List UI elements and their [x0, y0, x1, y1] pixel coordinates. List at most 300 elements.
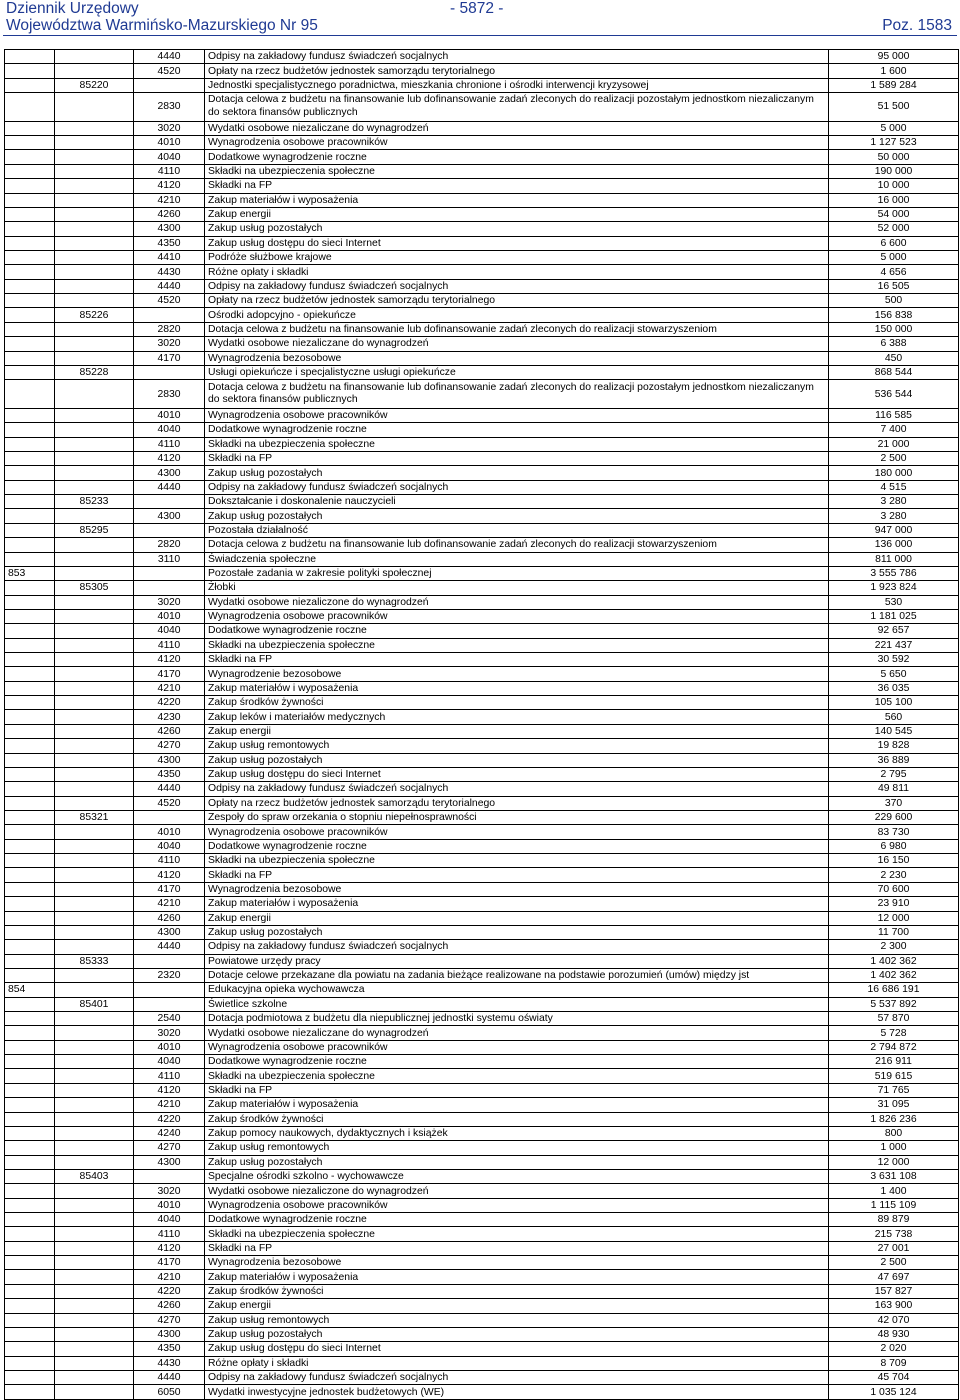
paragraf-cell: 4110	[134, 854, 205, 868]
amount-cell: 31 095	[829, 1098, 959, 1112]
amount-cell: 89 879	[829, 1213, 959, 1227]
rozdzial-cell	[55, 380, 134, 409]
paragraf-cell	[134, 566, 205, 580]
table-row	[5, 1299, 959, 1313]
dzial-cell	[5, 1155, 55, 1169]
amount-cell: 3 555 786	[829, 566, 959, 580]
table-row	[5, 495, 959, 509]
rozdzial-cell	[55, 1371, 134, 1385]
description-cell: Zakup usług pozostałych	[205, 1155, 829, 1169]
table-row	[5, 523, 959, 537]
paragraf-cell: 4120	[134, 179, 205, 193]
table-row	[5, 294, 959, 308]
description-cell: Dotacja celowa z budżetu na finansowanie lub dofinansowanie zadań zleconych do realizacji pozostałym jednostkom niezaliczanym do sektora finansów publicznych	[205, 93, 829, 122]
table-row	[5, 279, 959, 293]
rozdzial-cell	[55, 1155, 134, 1169]
description-cell: Odpisy na zakładowy fundusz świadczeń socjalnych	[205, 782, 829, 796]
table-row	[5, 423, 959, 437]
table-row	[5, 509, 959, 523]
paragraf-cell: 4170	[134, 1256, 205, 1270]
amount-cell: 48 930	[829, 1327, 959, 1341]
amount-cell: 1 600	[829, 64, 959, 78]
amount-cell: 45 704	[829, 1371, 959, 1385]
dzial-cell	[5, 1371, 55, 1385]
paragraf-cell: 3020	[134, 337, 205, 351]
rozdzial-cell	[55, 294, 134, 308]
amount-cell: 50 000	[829, 150, 959, 164]
dzial-cell	[5, 1342, 55, 1356]
dzial-cell	[5, 609, 55, 623]
table-row	[5, 150, 959, 164]
description-cell: Ośrodki adopcyjno - opiekuńcze	[205, 308, 829, 322]
description-cell: Pozostała działalność	[205, 523, 829, 537]
table-row	[5, 380, 959, 409]
description-cell: Zakup energii	[205, 207, 829, 221]
amount-cell: 1 181 025	[829, 609, 959, 623]
description-cell: Edukacyjna opieka wychowawcza	[205, 983, 829, 997]
description-cell: Zakup usług remontowych	[205, 739, 829, 753]
dzial-cell	[5, 452, 55, 466]
paragraf-cell: 4010	[134, 609, 205, 623]
description-cell: Zakup środków żywności	[205, 1284, 829, 1298]
paragraf-cell: 4010	[134, 1040, 205, 1054]
rozdzial-cell	[55, 93, 134, 122]
paragraf-cell: 4040	[134, 624, 205, 638]
dzial-cell	[5, 1055, 55, 1069]
table-row	[5, 1284, 959, 1298]
amount-cell: 1 115 109	[829, 1198, 959, 1212]
amount-cell: 6 980	[829, 839, 959, 853]
description-cell: Zakup usług dostępu do sieci Internet	[205, 1342, 829, 1356]
amount-cell: 8 709	[829, 1356, 959, 1370]
position-number: Poz. 1583	[882, 17, 952, 34]
dzial-cell	[5, 954, 55, 968]
table-row	[5, 552, 959, 566]
amount-cell: 811 000	[829, 552, 959, 566]
dzial-cell	[5, 854, 55, 868]
table-row	[5, 868, 959, 882]
table-row	[5, 164, 959, 178]
description-cell: Dotacje celowe przekazane dla powiatu na zadania bieżące realizowane na podstawie porozumień (umów) między jst	[205, 968, 829, 982]
rozdzial-cell	[55, 868, 134, 882]
amount-cell: 92 657	[829, 624, 959, 638]
description-cell: Dodatkowe wynagrodzenie roczne	[205, 1055, 829, 1069]
description-cell: Wynagrodzenia bezosobowe	[205, 351, 829, 365]
rozdzial-cell	[55, 696, 134, 710]
paragraf-cell: 4300	[134, 509, 205, 523]
description-cell: Odpisy na zakładowy fundusz świadczeń socjalnych	[205, 480, 829, 494]
paragraf-cell: 4110	[134, 1227, 205, 1241]
rozdzial-cell	[55, 136, 134, 150]
paragraf-cell: 4260	[134, 724, 205, 738]
amount-cell: 16 150	[829, 854, 959, 868]
amount-cell: 560	[829, 710, 959, 724]
paragraf-cell: 4260	[134, 1299, 205, 1313]
description-cell: Zakup usług remontowych	[205, 1141, 829, 1155]
dzial-cell	[5, 1141, 55, 1155]
rozdzial-cell	[55, 925, 134, 939]
rozdzial-cell	[55, 538, 134, 552]
table-row	[5, 93, 959, 122]
amount-cell: 71 765	[829, 1083, 959, 1097]
rozdzial-cell	[55, 1299, 134, 1313]
table-row	[5, 121, 959, 135]
amount-cell: 370	[829, 796, 959, 810]
description-cell: Wydatki osobowe niezaliczane do wynagrodzeń	[205, 337, 829, 351]
dzial-cell	[5, 724, 55, 738]
table-row	[5, 1270, 959, 1284]
dzial-cell	[5, 681, 55, 695]
table-row	[5, 193, 959, 207]
description-cell: Zakup materiałów i wyposażenia	[205, 193, 829, 207]
paragraf-cell: 4010	[134, 1198, 205, 1212]
journal-title: Dziennik Urzędowy	[6, 0, 139, 17]
table-row	[5, 222, 959, 236]
amount-cell: 95 000	[829, 50, 959, 64]
paragraf-cell: 4260	[134, 207, 205, 221]
rozdzial-cell	[55, 1213, 134, 1227]
description-cell: Odpisy na zakładowy fundusz świadczeń socjalnych	[205, 279, 829, 293]
amount-cell: 27 001	[829, 1241, 959, 1255]
dzial-cell	[5, 1040, 55, 1054]
amount-cell: 52 000	[829, 222, 959, 236]
dzial-cell	[5, 782, 55, 796]
table-row	[5, 265, 959, 279]
paragraf-cell: 4270	[134, 1141, 205, 1155]
paragraf-cell: 4410	[134, 251, 205, 265]
amount-cell: 105 100	[829, 696, 959, 710]
table-row	[5, 854, 959, 868]
table-row	[5, 1155, 959, 1169]
description-cell: Zakup usług pozostałych	[205, 1327, 829, 1341]
paragraf-cell: 4270	[134, 1313, 205, 1327]
amount-cell: 6 388	[829, 337, 959, 351]
rozdzial-cell	[55, 1040, 134, 1054]
rozdzial-cell	[55, 897, 134, 911]
dzial-cell	[5, 265, 55, 279]
paragraf-cell	[134, 581, 205, 595]
table-row	[5, 1356, 959, 1370]
rozdzial-cell: 85220	[55, 78, 134, 92]
paragraf-cell: 4120	[134, 653, 205, 667]
description-cell: Zakup usług pozostałych	[205, 509, 829, 523]
dzial-cell: 854	[5, 983, 55, 997]
dzial-cell	[5, 538, 55, 552]
description-cell: Zakup pomocy naukowych, dydaktycznych i książek	[205, 1126, 829, 1140]
table-row	[5, 1126, 959, 1140]
dzial-cell	[5, 1385, 55, 1399]
amount-cell: 49 811	[829, 782, 959, 796]
table-row	[5, 207, 959, 221]
dzial-cell	[5, 251, 55, 265]
rozdzial-cell	[55, 279, 134, 293]
paragraf-cell: 4430	[134, 265, 205, 279]
rozdzial-cell	[55, 1284, 134, 1298]
table-row	[5, 179, 959, 193]
amount-cell: 163 900	[829, 1299, 959, 1313]
paragraf-cell: 4210	[134, 681, 205, 695]
paragraf-cell: 4120	[134, 1083, 205, 1097]
amount-cell: 221 437	[829, 638, 959, 652]
rozdzial-cell	[55, 466, 134, 480]
description-cell: Składki na FP	[205, 179, 829, 193]
paragraf-cell: 4220	[134, 1284, 205, 1298]
description-cell: Składki na ubezpieczenia społeczne	[205, 1227, 829, 1241]
rozdzial-cell	[55, 1112, 134, 1126]
budget-table-body	[5, 50, 959, 1400]
amount-cell: 3 631 108	[829, 1169, 959, 1183]
description-cell: Różne opłaty i składki	[205, 265, 829, 279]
paragraf-cell: 3020	[134, 121, 205, 135]
rozdzial-cell	[55, 1141, 134, 1155]
dzial-cell	[5, 810, 55, 824]
table-row	[5, 1313, 959, 1327]
rozdzial-cell	[55, 638, 134, 652]
rozdzial-cell	[55, 1198, 134, 1212]
paragraf-cell: 2830	[134, 93, 205, 122]
description-cell: Zakup materiałów i wyposażenia	[205, 897, 829, 911]
dzial-cell	[5, 839, 55, 853]
description-cell: Zakup usług remontowych	[205, 1313, 829, 1327]
paragraf-cell: 4440	[134, 279, 205, 293]
rozdzial-cell	[55, 1055, 134, 1069]
description-cell: Opłaty na rzecz budżetów jednostek samorządu terytorialnego	[205, 64, 829, 78]
description-cell: Wydatki osobowe niezaliczone do wynagrodzeń	[205, 1184, 829, 1198]
description-cell: Zakup usług pozostałych	[205, 925, 829, 939]
table-row	[5, 50, 959, 64]
rozdzial-cell	[55, 1026, 134, 1040]
paragraf-cell: 4300	[134, 1155, 205, 1169]
table-row	[5, 595, 959, 609]
description-cell: Wynagrodzenia osobowe pracowników	[205, 136, 829, 150]
description-cell: Powiatowe urzędy pracy	[205, 954, 829, 968]
rozdzial-cell: 85401	[55, 997, 134, 1011]
description-cell: Dotacja podmiotowa z budżetu dla niepublicznej jednostki systemu oświaty	[205, 1012, 829, 1026]
paragraf-cell: 4010	[134, 408, 205, 422]
paragraf-cell	[134, 1169, 205, 1183]
amount-cell: 4 656	[829, 265, 959, 279]
table-row	[5, 408, 959, 422]
paragraf-cell: 4520	[134, 64, 205, 78]
description-cell: Usługi opiekuńcze i specjalistyczne usługi opiekuńcze	[205, 365, 829, 379]
amount-cell: 16 000	[829, 193, 959, 207]
rozdzial-cell	[55, 236, 134, 250]
rozdzial-cell	[55, 193, 134, 207]
amount-cell: 140 545	[829, 724, 959, 738]
description-cell: Wynagrodzenia osobowe pracowników	[205, 609, 829, 623]
amount-cell: 5 000	[829, 121, 959, 135]
table-row	[5, 782, 959, 796]
table-row	[5, 696, 959, 710]
table-row	[5, 1342, 959, 1356]
amount-cell: 530	[829, 595, 959, 609]
rozdzial-cell	[55, 251, 134, 265]
table-row	[5, 796, 959, 810]
amount-cell: 7 400	[829, 423, 959, 437]
rozdzial-cell	[55, 1270, 134, 1284]
dzial-cell	[5, 739, 55, 753]
paragraf-cell: 4120	[134, 452, 205, 466]
rozdzial-cell	[55, 983, 134, 997]
amount-cell: 215 738	[829, 1227, 959, 1241]
dzial-cell	[5, 911, 55, 925]
dzial-cell	[5, 925, 55, 939]
table-row	[5, 1141, 959, 1155]
rozdzial-cell	[55, 50, 134, 64]
amount-cell: 116 585	[829, 408, 959, 422]
description-cell: Opłaty na rzecz budżetów jednostek samorządu terytorialnego	[205, 294, 829, 308]
rozdzial-cell	[55, 150, 134, 164]
dzial-cell	[5, 480, 55, 494]
amount-cell: 229 600	[829, 810, 959, 824]
description-cell: Dokształcanie i doskonalenie nauczycieli	[205, 495, 829, 509]
rozdzial-cell	[55, 337, 134, 351]
rozdzial-cell	[55, 509, 134, 523]
amount-cell: 136 000	[829, 538, 959, 552]
table-row	[5, 810, 959, 824]
amount-cell: 2 500	[829, 452, 959, 466]
amount-cell: 11 700	[829, 925, 959, 939]
dzial-cell	[5, 624, 55, 638]
amount-cell: 5 537 892	[829, 997, 959, 1011]
dzial-cell	[5, 322, 55, 336]
paragraf-cell: 2830	[134, 380, 205, 409]
dzial-cell	[5, 997, 55, 1011]
dzial-cell	[5, 1069, 55, 1083]
dzial-cell	[5, 1198, 55, 1212]
table-row	[5, 1040, 959, 1054]
table-row	[5, 1184, 959, 1198]
dzial-cell	[5, 1284, 55, 1298]
rozdzial-cell: 85321	[55, 810, 134, 824]
description-cell: Zakup energii	[205, 724, 829, 738]
description-cell: Zakup usług dostępu do sieci Internet	[205, 767, 829, 781]
dzial-cell	[5, 1356, 55, 1370]
amount-cell: 500	[829, 294, 959, 308]
table-row	[5, 236, 959, 250]
table-row	[5, 365, 959, 379]
amount-cell: 57 870	[829, 1012, 959, 1026]
rozdzial-cell	[55, 724, 134, 738]
rozdzial-cell	[55, 1098, 134, 1112]
rozdzial-cell: 85228	[55, 365, 134, 379]
paragraf-cell: 4520	[134, 796, 205, 810]
rozdzial-cell	[55, 1083, 134, 1097]
dzial-cell	[5, 222, 55, 236]
table-row	[5, 581, 959, 595]
rozdzial-cell: 85305	[55, 581, 134, 595]
description-cell: Dodatkowe wynagrodzenie roczne	[205, 1213, 829, 1227]
table-row	[5, 538, 959, 552]
paragraf-cell: 4440	[134, 1371, 205, 1385]
table-row	[5, 839, 959, 853]
amount-cell: 1 400	[829, 1184, 959, 1198]
table-row	[5, 1112, 959, 1126]
description-cell: Składki na FP	[205, 1241, 829, 1255]
table-row	[5, 452, 959, 466]
dzial-cell	[5, 294, 55, 308]
amount-cell: 536 544	[829, 380, 959, 409]
paragraf-cell: 3020	[134, 1026, 205, 1040]
rozdzial-cell	[55, 753, 134, 767]
table-row	[5, 480, 959, 494]
rozdzial-cell	[55, 911, 134, 925]
amount-cell: 1 826 236	[829, 1112, 959, 1126]
table-row	[5, 1327, 959, 1341]
description-cell: Odpisy na zakładowy fundusz świadczeń socjalnych	[205, 1371, 829, 1385]
table-row	[5, 466, 959, 480]
table-row	[5, 983, 959, 997]
table-row	[5, 710, 959, 724]
table-row	[5, 1012, 959, 1026]
table-row	[5, 624, 959, 638]
paragraf-cell: 4040	[134, 1213, 205, 1227]
rozdzial-cell	[55, 767, 134, 781]
paragraf-cell: 4440	[134, 940, 205, 954]
paragraf-cell	[134, 308, 205, 322]
table-row	[5, 1098, 959, 1112]
dzial-cell	[5, 78, 55, 92]
description-cell: Wydatki osobowe niezaliczone do wynagrodzeń	[205, 595, 829, 609]
table-row	[5, 308, 959, 322]
table-row	[5, 1055, 959, 1069]
description-cell: Dodatkowe wynagrodzenie roczne	[205, 150, 829, 164]
amount-cell: 2 500	[829, 1256, 959, 1270]
amount-cell: 1 035 124	[829, 1385, 959, 1399]
description-cell: Wydatki osobowe niezaliczane do wynagrodzeń	[205, 1026, 829, 1040]
rozdzial-cell	[55, 207, 134, 221]
description-cell: Wynagrodzenia osobowe pracowników	[205, 825, 829, 839]
paragraf-cell: 4350	[134, 1342, 205, 1356]
dzial-cell	[5, 825, 55, 839]
description-cell: Zakup energii	[205, 1299, 829, 1313]
table-row	[5, 767, 959, 781]
rozdzial-cell	[55, 351, 134, 365]
paragraf-cell: 2320	[134, 968, 205, 982]
paragraf-cell: 4220	[134, 696, 205, 710]
rozdzial-cell	[55, 552, 134, 566]
table-row	[5, 1198, 959, 1212]
rozdzial-cell	[55, 1012, 134, 1026]
description-cell: Podróże służbowe krajowe	[205, 251, 829, 265]
description-cell: Jednostki specjalistycznego poradnictwa, mieszkania chronione i ośrodki interwencji kryzysowej	[205, 78, 829, 92]
dzial-cell	[5, 1012, 55, 1026]
page-number: - 5872 -	[450, 0, 504, 17]
rozdzial-cell	[55, 480, 134, 494]
table-row	[5, 1371, 959, 1385]
description-cell: Zakup usług pozostałych	[205, 222, 829, 236]
description-cell: Świetlice szkolne	[205, 997, 829, 1011]
rozdzial-cell	[55, 595, 134, 609]
dzial-cell	[5, 796, 55, 810]
rozdzial-cell	[55, 1241, 134, 1255]
dzial-cell	[5, 1126, 55, 1140]
amount-cell: 51 500	[829, 93, 959, 122]
amount-cell: 190 000	[829, 164, 959, 178]
amount-cell: 36 035	[829, 681, 959, 695]
amount-cell: 47 697	[829, 1270, 959, 1284]
rozdzial-cell	[55, 1069, 134, 1083]
table-row	[5, 667, 959, 681]
table-row	[5, 609, 959, 623]
table-row	[5, 136, 959, 150]
table-row	[5, 1256, 959, 1270]
rozdzial-cell	[55, 1313, 134, 1327]
dzial-cell	[5, 523, 55, 537]
rozdzial-cell	[55, 1184, 134, 1198]
dzial-cell	[5, 121, 55, 135]
description-cell: Wynagrodzenia bezosobowe	[205, 1256, 829, 1270]
